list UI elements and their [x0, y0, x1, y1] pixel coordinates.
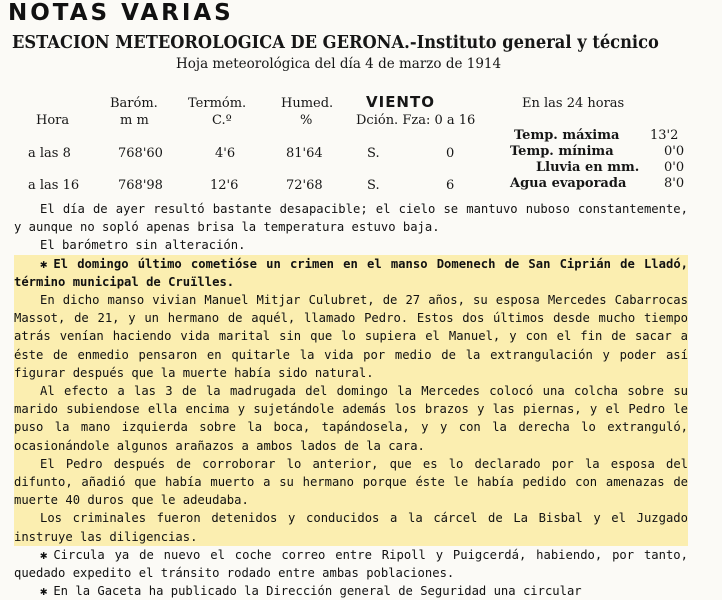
header-barom-2: m m: [120, 113, 149, 128]
header-humed-2: %: [300, 113, 313, 128]
cell-dcion: S.: [367, 146, 380, 161]
header-termom-2: C.º: [212, 113, 232, 128]
page-title: ESTACION METEOROLOGICA DE GERONA.-Instituto general y técnico: [12, 33, 659, 53]
cell-humed: 81'64: [286, 146, 323, 161]
header-barom-1: Baróm.: [110, 96, 158, 111]
header-termom-1: Termóm.: [188, 96, 247, 111]
cell-termom: 4'6: [215, 146, 236, 161]
cell-barom: 768'60: [118, 146, 163, 161]
header-dcion: Dción. Fza: 0 a 16: [356, 113, 476, 128]
side-stat-value: 8'0: [664, 176, 685, 191]
paragraph: El Pedro después de corroborar lo anterior, que es lo declarado por la esposa del difunto, añadió que había muerto a su hermano porque éste le había pedido con amenazas de muerte 40 duros que le adeudaba.: [14, 455, 688, 510]
cell-termom: 12'6: [210, 178, 239, 193]
side-stat-value: 0'0: [664, 160, 685, 175]
cell-fza: 0: [446, 146, 455, 161]
paragraph: ✱ Circula ya de nuevo el coche correo entre Ripoll y Puigcerdá, habiendo, por tanto, quedado expedito el tránsito rodado entre ambas poblaciones.: [14, 546, 688, 582]
side-stat-label: Lluvia en mm.: [536, 160, 640, 175]
header-humed-1: Humed.: [281, 96, 334, 111]
paragraph: Los criminales fueron detenidos y conducidos a la cárcel de La Bisbal y el Juzgado instruye las diligencias.: [14, 509, 688, 545]
subtitle: Hoja meteorológica del día 4 de marzo de 1914: [176, 56, 502, 72]
paragraph: El día de ayer resultó bastante desapacible; el cielo se mantuvo nuboso constantemente, y aunque no sopló apenas brisa la temperatura estuvo baja.: [14, 202, 688, 235]
cell-humed: 72'68: [286, 178, 323, 193]
paragraph: El barómetro sin alteración.: [40, 238, 246, 253]
header-hora: Hora: [36, 113, 70, 128]
paragraph: ✱ En la Gaceta ha publicado la Dirección general de Seguridad una circular: [14, 582, 688, 600]
paragraph: ✱ El domingo último cometióse un crimen en el manso Domenech de San Ciprián de Lladó, término municipal de Cruïlles.: [14, 255, 688, 291]
article-body: [14, 200, 688, 600]
cell-dcion: S.: [367, 178, 380, 193]
side-stat-label: Temp. mínima: [510, 144, 614, 159]
section-title: NOTAS VARIAS: [8, 0, 234, 26]
cell-barom: 768'98: [118, 178, 163, 193]
header-24h: En las 24 horas: [522, 96, 625, 111]
side-stat-value: 13'2: [650, 128, 679, 143]
paragraph: Al efecto a las 3 de la madrugada del domingo la Mercedes colocó una colcha sobre su marido subiendose ella encima y sujetándole además los brazos y las piernas, y el Pedro le puso la mano izquierda sobre la boca, tapándosela, y y con la derecha lo extranguló, ocasionándole algunos arañazos a ambos lados de la cara.: [14, 382, 688, 455]
side-stat-label: Agua evaporada: [510, 176, 627, 191]
cell-hora: a las 8: [28, 146, 71, 161]
side-stat-label: Temp. máxima: [514, 128, 620, 143]
header-viento: VIENTO: [366, 93, 435, 111]
cell-hora: a las 16: [28, 178, 80, 193]
cell-fza: 6: [446, 178, 455, 193]
side-stat-value: 0'0: [664, 144, 685, 159]
paragraph: En dicho manso vivian Manuel Mitjar Culubret, de 27 años, su esposa Mercedes Cabarrocas Massot, de 21, y un hermano de aquél, llamado Pedro. Estos dos últimos desde mucho tiempo atrás venían haciendo vida marital sin que lo supiera el Manuel, y con el fin de sacar a éste de enmedio pensaron en quitarle la vida por medio de la extrangulación y poder así figurar después que la muerte había sido natural.: [14, 291, 688, 382]
